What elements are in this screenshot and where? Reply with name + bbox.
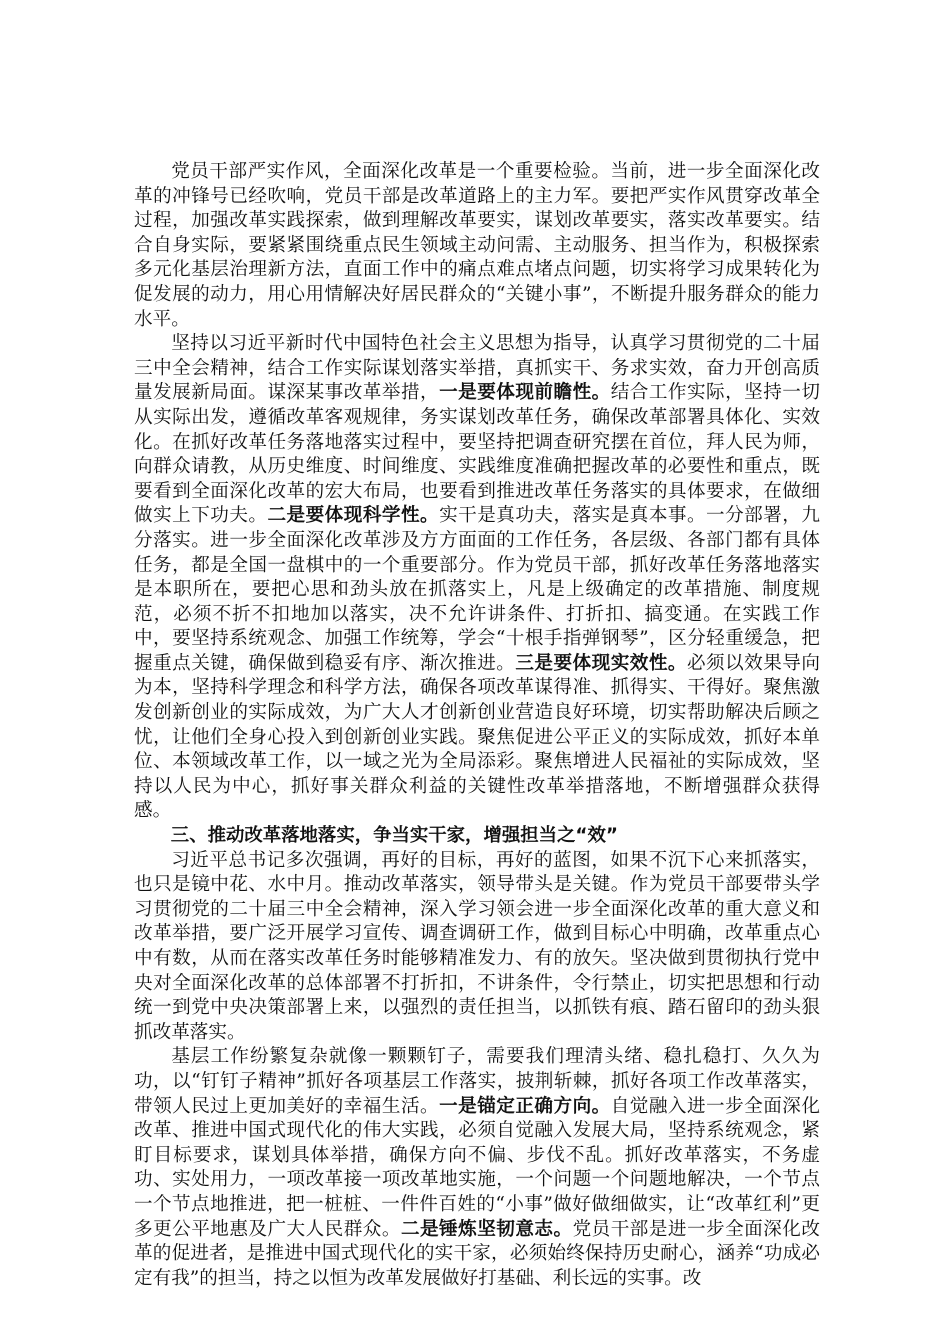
- point-3-effectiveness: 三是要体现实效性。: [515, 652, 687, 674]
- paragraph-4-text-3: 党员干部是进一步全面深化改革的促进者，是推进中国式现代化的实干家，必须始终保持历史耐心，涵养“功成必定有我”的担当，持之以恒为改革发展做好打基础、利长远的实事。改: [134, 1218, 820, 1289]
- paragraph-4: [134, 1045, 820, 1291]
- paragraph-2-text-1: 坚持以习近平新时代中国特色社会主义思想为指导，认真学习贯彻党的二十届三中全会精神，结合工作实际谋划落实举措，真抓实干、务求实效，奋力开创高质量发展新局面。谋深某事改革举措，: [134, 333, 820, 404]
- paragraph-4-text-2: 自觉融入进一步全面深化改革、推进中国式现代化的伟大实践，必须自觉融入发展大局，坚持系统观念，紧盯目标要求，谋划具体举措，确保方向不偏、步伐不乱。抓好改革落实，不务虚功、实处用力，一项改革接一项改革地实施，一个问题一个问题地解决，一个节点一个节点地推进，把一桩桩、一件件百姓的“小事”做好做细做实，让“改革红利”更多更公平地惠及广大人民群众。: [134, 1095, 820, 1240]
- point-1-direction: 一是锚定正确方向。: [439, 1095, 611, 1117]
- paragraph-2-text-2: 结合工作实际，坚持一切从实际出发，遵循改革客观规律，务实谋划改革任务，确保改革部署具体化、实效化。在抓好改革任务落地落实过程中，要坚持把调查研究摆在首位，拜人民为师，向群众请教，从历史维度、时间维度、实践维度准确把握改革的必要性和重点，既要看到全面深化改革的宏大布局，也要看到推进改革任务落实的具体要求，在做细做实上下功夫。: [134, 382, 820, 527]
- section-heading-3: 三、推动改革落地落实，争当实干家，增强担当之“效”: [170, 825, 618, 847]
- paragraph-2-text-4: 必须以效果导向为本，坚持科学理念和科学方法，确保各项改革谋得准、抓得实、干得好。聚焦激发创新创业的实际成效，为广大人才创新创业营造良好环境，切实帮助解决后顾之忧，让他们全身心投入到创新创业实践。聚焦促进公平正义的实际成效，抓好本单位、本领域改革工作，以一域之光为全局添彩。聚焦增进人民福祉的实际成效，坚持以人民为中心，抓好事关群众利益的关键性改革举措落地，不断增强群众获得感。: [134, 652, 820, 822]
- point-2-scientific: 二是要体现科学性。: [267, 505, 440, 527]
- point-2-will: 二是锤炼坚韧意志。: [400, 1218, 573, 1240]
- paragraph-1: 党员干部严实作风，全面深化改革是一个重要检验。当前，进一步全面深化改革的冲锋号已经吹响，党员干部是改革道路上的主力军。要把严实作风贯穿改革全过程，加强改革实践探索，做到理解改革要实，谋划改革要实，落实改革要实。结合自身实际，要紧紧围绕重点民生领域主动问需、主动服务、担当作为，积极探索多元化基层治理新方法，直面工作中的痛点难点堵点问题，切实将学习成果转化为促发展的动力，用心用情解决好居民群众的“关键小事”，不断提升服务群众的能力水平。: [134, 161, 820, 330]
- point-1-forward-looking: 一是要体现前瞻性。: [439, 382, 611, 404]
- document-page: [134, 160, 820, 1291]
- paragraph-4-text-1: 基层工作纷繁复杂就像一颗颗钉子，需要我们理清头绪、稳扎稳打、久久为功，以“钉钉子精神”抓好各项基层工作落实，披荆斩棘，抓好各项工作改革落实，带领人民过上更加美好的幸福生活。: [134, 1046, 820, 1117]
- paragraph-2-text-3: 实干是真功夫，落实是真本事。一分部署，九分落实。进一步全面深化改革涉及方方面面的工作任务，各层级、各部门都有具体任务，都是全国一盘棋中的一个重要部分。作为党员干部，抓好改革任务落地落实是本职所在，要把心思和劲头放在抓落实上，凡是上级确定的改革措施、制度规范，必须不折不扣地加以落实，决不允许讲条件、打折扣、搞变通。在实践工作中，要坚持系统观念、加强工作统筹，学会“十根手指弹钢琴”，区分轻重缓急，把握重点关键，确保做到稳妥有序、渐次推进。: [134, 505, 820, 674]
- paragraph-3: 习近平总书记多次强调，再好的目标，再好的蓝图，如果不沉下心来抓落实，也只是镜中花、水中月。推动改革落实，领导带头是关键。作为党员干部要带头学习贯彻党的二十届三中全会精神，深入学习领会进一步全面深化改革的重大意义和改革举措，要广泛开展学习宣传、调查调研工作，做到目标心中明确，改革重点心中有数，从而在落实改革任务时能够精准发力、有的放矢。坚决做到贯彻执行党中央对全面深化改革的总体部署不打折扣，不讲条件，令行禁止，切实把思想和行动统一到党中央决策部署上来，以强烈的责任担当，以抓铁有痕、踏石留印的劲头狠抓改革落实。: [134, 849, 820, 1043]
- paragraph-2: [134, 332, 820, 824]
